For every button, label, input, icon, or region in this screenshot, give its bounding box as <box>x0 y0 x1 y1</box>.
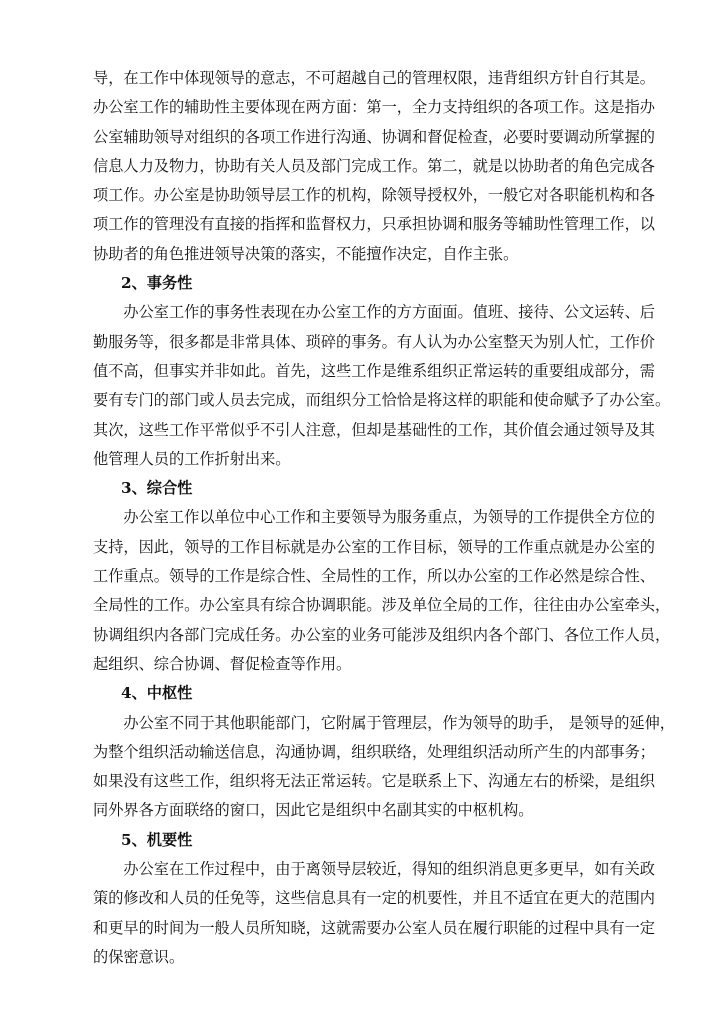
text-line: 工作重点。领导的工作是综合性、全局性的工作，所以办公室的工作必然是综合性、 <box>93 567 655 586</box>
text-line: 协调组织内各部门完成任务。办公室的业务可能涉及组织内各个部门、各位工作人员， <box>93 625 671 644</box>
text-line: 和更早的时间为一般人员所知晓，这就需要办公室人员在履行职能的过程中具有一定 <box>93 918 655 937</box>
section-heading: 4、中枢性 <box>121 684 193 703</box>
text-line: 要有专门的部门或人员去完成，而组织分工恰恰是将这样的职能和使命赋予了办公室。 <box>93 391 671 410</box>
text-line: 信息人力及物力，协助有关人员及部门完成工作。第二，就是以协助者的角色完成各 <box>93 156 655 175</box>
section-affairs <box>93 269 671 474</box>
text-line: 他管理人员的工作折射出来。 <box>93 449 291 468</box>
text-line: 公室辅助领导对组织的各项工作进行沟通、协调和督促检查，必要时要调动所掌握的 <box>93 127 655 146</box>
text-line: 办公室工作的事务性表现在办公室工作的方方面面。值班、接待、公文运转、后 <box>93 303 655 322</box>
intro-paragraph <box>93 64 655 269</box>
text-line: 策的修改和人员的任免等，这些信息具有一定的机要性，并且不适宜在更大的范围内 <box>93 889 655 908</box>
text-line: 办公室不同于其他职能部门，它附属于管理层，作为领导的助手， 是领导的延伸， <box>93 713 675 732</box>
text-line: 导，在工作中体现领导的意志，不可超越自己的管理权限，违背组织方针自行其是。 <box>93 69 655 87</box>
text-line: 支持，因此，领导的工作目标就是办公室的工作目标，领导的工作重点就是办公室的 <box>93 537 655 556</box>
section-heading: 5、机要性 <box>121 830 193 849</box>
section-heading: 3、综合性 <box>121 479 193 498</box>
text-line: 办公室工作的辅助性主要体现在两方面：第一，全力支持组织的各项工作。这是指办 <box>93 98 655 117</box>
text-line: 项工作。办公室是协助领导层工作的机构，除领导授权外，一般它对各职能机构和各 <box>93 186 655 205</box>
text-line: 办公室工作以单位中心工作和主要领导为服务重点，为领导的工作提供全方位的 <box>93 508 655 527</box>
document-page <box>93 64 675 972</box>
section-comprehensive <box>93 474 671 679</box>
text-line: 的保密意识。 <box>93 947 185 966</box>
text-line: 值不高，但事实并非如此。首先，这些工作是维系组织正常运转的重要组成部分，需 <box>93 361 655 380</box>
text-line: 起组织、综合协调、督促检查等作用。 <box>93 654 352 673</box>
text-line: 协助者的角色推进领导决策的落实，不能擅作决定，自作主张。 <box>93 244 519 263</box>
text-line: 全局性的工作。办公室具有综合协调职能。涉及单位全局的工作，往往由办公室牵头， <box>93 596 671 615</box>
text-line: 办公室在工作过程中，由于离领导层较近，得知的组织消息更多更早，如有关政 <box>93 860 655 879</box>
text-line: 如果没有这些工作，组织将无法正常运转。它是联系上下、沟通左右的桥梁，是组织 <box>93 772 655 791</box>
text-line: 勤服务等，很多都是非常具体、琐碎的事务。有人认为办公室整天为别人忙，工作价 <box>93 332 655 351</box>
text-line: 为整个组织活动输送信息，沟通协调，组织联络，处理组织活动所产生的内部事务； <box>93 742 655 761</box>
section-confidential <box>93 826 655 972</box>
text-line: 同外界各方面联络的窗口，因此它是组织中名副其实的中枢机构。 <box>93 801 534 820</box>
section-heading: 2、事务性 <box>121 274 193 293</box>
text-line: 项工作的管理没有直接的指挥和监督权力，只承担协调和服务等辅助性管理工作，以 <box>93 215 655 234</box>
section-hub <box>93 679 675 825</box>
text-line: 其次，这些工作平常似乎不引人注意，但却是基础性的工作，其价值会通过领导及其 <box>93 420 655 439</box>
